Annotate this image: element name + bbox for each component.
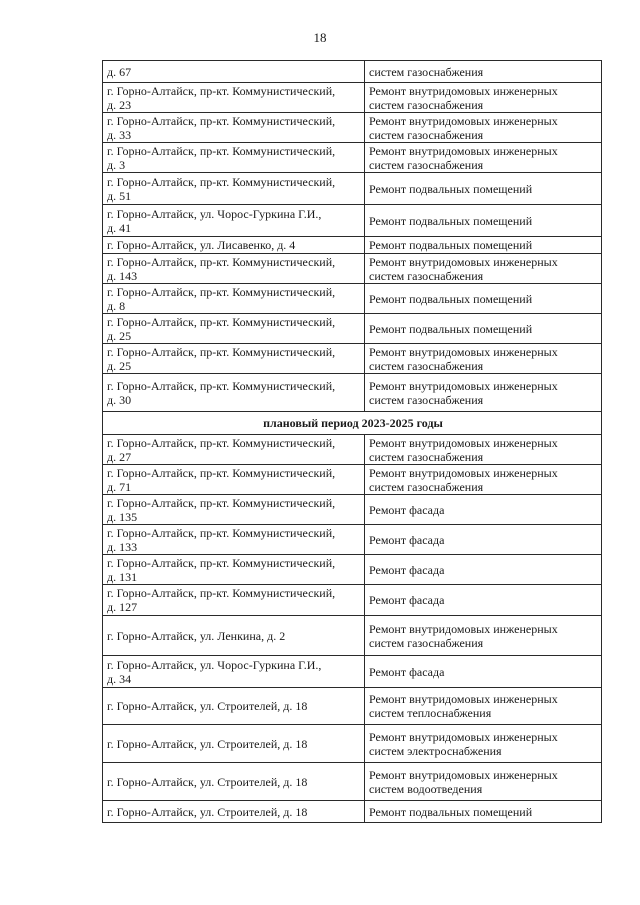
- work-type-cell-line: Ремонт внутридомовых инженерных: [369, 113, 558, 128]
- address-cell-line: г. Горно-Алтайск, пр-кт. Коммунистический,: [107, 284, 336, 299]
- work-type-cell: [365, 83, 602, 113]
- work-type-cell: [365, 801, 602, 823]
- address-cell-line: д. 8: [107, 298, 126, 313]
- address-cell: [103, 525, 365, 555]
- address-cell-line: г. Горно-Алтайск, пр-кт. Коммунистический,: [107, 495, 336, 510]
- work-type-cell-line: Ремонт подвальных помещений: [369, 291, 533, 306]
- table-row: [103, 585, 602, 616]
- work-type-cell-line: Ремонт фасада: [369, 664, 445, 679]
- work-type-cell: [365, 555, 602, 585]
- address-cell: [103, 237, 365, 254]
- address-cell-line: г. Горно-Алтайск, ул. Чорос-Гуркина Г.И.,: [107, 206, 322, 221]
- address-cell: [103, 143, 365, 173]
- address-cell-line: г. Горно-Алтайск, пр-кт. Коммунистический,: [107, 586, 336, 600]
- table-row: [103, 237, 602, 254]
- address-cell: [103, 725, 365, 763]
- address-cell: [103, 495, 365, 525]
- table-row: [103, 465, 602, 495]
- work-type-cell: [365, 284, 602, 314]
- work-type-cell-line: Ремонт подвальных помещений: [369, 181, 533, 196]
- work-type-cell: [365, 143, 602, 173]
- address-cell-line: д. 135: [107, 509, 138, 524]
- address-cell-line: д. 23: [107, 97, 132, 112]
- table-row: [103, 525, 602, 555]
- table-row: [103, 616, 602, 656]
- address-cell-line: г. Горно-Алтайск, пр-кт. Коммунистический,: [107, 174, 336, 189]
- address-cell-line: г. Горно-Алтайск, пр-кт. Коммунистический,: [107, 344, 336, 359]
- address-cell: [103, 616, 365, 656]
- address-cell-line: г. Горно-Алтайск, ул. Чорос-Гуркина Г.И.,: [107, 657, 322, 672]
- address-cell: [103, 555, 365, 585]
- address-cell-line: д. 71: [107, 479, 132, 494]
- address-cell-line: д. 3: [107, 157, 126, 172]
- address-cell: [103, 656, 365, 688]
- work-type-cell-line: систем газоснабжения: [369, 268, 484, 283]
- address-cell: [103, 344, 365, 374]
- work-type-cell-line: систем газоснабжения: [369, 157, 484, 172]
- address-cell-line: д. 41: [107, 220, 132, 235]
- address-cell-line: д. 25: [107, 358, 132, 373]
- address-cell-line: д. 143: [107, 268, 138, 283]
- address-cell: [103, 61, 365, 83]
- work-type-cell-line: Ремонт внутридомовых инженерных: [369, 143, 558, 158]
- address-cell-line: г. Горно-Алтайск, пр-кт. Коммунистический,: [107, 435, 336, 450]
- work-type-cell-line: Ремонт внутридомовых инженерных: [369, 767, 558, 782]
- address-cell-line: г. Горно-Алтайск, ул. Строителей, д. 18: [107, 804, 308, 819]
- work-type-cell: [365, 344, 602, 374]
- work-type-cell-line: Ремонт фасада: [369, 502, 445, 517]
- work-type-cell-line: Ремонт внутридомовых инженерных: [369, 378, 558, 393]
- work-type-cell-line: Ремонт фасада: [369, 562, 445, 577]
- work-type-cell-line: Ремонт внутридомовых инженерных: [369, 344, 558, 359]
- table-row: [103, 205, 602, 237]
- address-cell-line: г. Горно-Алтайск, пр-кт. Коммунистический,: [107, 113, 336, 128]
- work-type-cell-line: систем газоснабжения: [369, 392, 484, 407]
- work-type-cell-line: Ремонт внутридомовых инженерных: [369, 465, 558, 480]
- repair-works-table: [102, 60, 602, 823]
- table-row: [103, 374, 602, 412]
- work-type-cell: [365, 61, 602, 83]
- address-cell: [103, 465, 365, 495]
- address-cell: [103, 284, 365, 314]
- work-type-cell-line: систем газоснабжения: [369, 358, 484, 373]
- table-row: [103, 763, 602, 801]
- address-cell: [103, 801, 365, 823]
- work-type-cell-line: систем газоснабжения: [369, 127, 484, 142]
- work-type-cell: [365, 763, 602, 801]
- address-cell-line: г. Горно-Алтайск, пр-кт. Коммунистический,: [107, 254, 336, 269]
- address-cell: [103, 254, 365, 284]
- table-row: [103, 555, 602, 585]
- work-type-cell-line: Ремонт подвальных помещений: [369, 804, 533, 819]
- table-row: [103, 173, 602, 205]
- address-cell-line: д. 27: [107, 449, 132, 464]
- address-cell: [103, 585, 365, 616]
- address-cell-line: г. Горно-Алтайск, пр-кт. Коммунистический,: [107, 465, 336, 480]
- address-cell-line: г. Горно-Алтайск, ул. Строителей, д. 18: [107, 699, 308, 713]
- work-type-cell-line: систем теплоснабжения: [369, 706, 492, 720]
- address-cell-line: д. 30: [107, 392, 132, 407]
- address-cell: [103, 205, 365, 237]
- work-type-cell: [365, 254, 602, 284]
- work-type-cell-line: Ремонт внутридомовых инженерных: [369, 692, 558, 706]
- table-row: [103, 254, 602, 284]
- address-cell-line: д. 67: [107, 64, 132, 79]
- work-type-cell-line: Ремонт внутридомовых инженерных: [369, 621, 558, 636]
- work-type-cell-line: Ремонт фасада: [369, 593, 445, 607]
- address-cell-line: д. 33: [107, 127, 132, 142]
- table-row: [103, 314, 602, 344]
- work-type-cell: [365, 616, 602, 656]
- work-type-cell-line: Ремонт подвальных помещений: [369, 238, 533, 252]
- address-cell: [103, 314, 365, 344]
- work-type-cell: [365, 585, 602, 616]
- work-type-cell-line: Ремонт подвальных помещений: [369, 213, 533, 228]
- work-type-cell-line: систем водоотведения: [369, 781, 483, 796]
- address-cell-line: г. Горно-Алтайск, ул. Ленкина, д. 2: [107, 628, 286, 643]
- work-type-cell: [365, 725, 602, 763]
- address-cell-line: д. 34: [107, 671, 132, 686]
- address-cell-line: г. Горно-Алтайск, пр-кт. Коммунистический,: [107, 555, 336, 570]
- address-cell-line: д. 127: [107, 600, 138, 614]
- address-cell: [103, 83, 365, 113]
- work-type-cell-line: Ремонт внутридомовых инженерных: [369, 435, 558, 450]
- work-type-cell: [365, 205, 602, 237]
- page-number: 18: [313, 30, 327, 45]
- work-type-cell: [365, 314, 602, 344]
- period-heading-row: [103, 412, 602, 435]
- address-cell-line: г. Горно-Алтайск, ул. Строителей, д. 18: [107, 736, 308, 751]
- table-row: [103, 656, 602, 688]
- address-cell-line: г. Горно-Алтайск, пр-кт. Коммунистический,: [107, 525, 336, 540]
- work-type-cell-line: систем газоснабжения: [369, 64, 484, 79]
- table-row: [103, 801, 602, 823]
- work-type-cell: [365, 465, 602, 495]
- address-cell-line: г. Горно-Алтайск, пр-кт. Коммунистический,: [107, 314, 336, 329]
- work-type-cell-line: Ремонт фасада: [369, 532, 445, 547]
- work-type-cell: [365, 173, 602, 205]
- table-row: [103, 143, 602, 173]
- table-row: [103, 688, 602, 725]
- address-cell-line: г. Горно-Алтайск, пр-кт. Коммунистический,: [107, 83, 336, 98]
- address-cell: [103, 763, 365, 801]
- work-type-cell: [365, 525, 602, 555]
- address-cell: [103, 113, 365, 143]
- work-type-cell-line: систем газоснабжения: [369, 449, 484, 464]
- work-type-cell-line: Ремонт внутридомовых инженерных: [369, 83, 558, 98]
- work-type-cell-line: систем газоснабжения: [369, 635, 484, 650]
- table-row: [103, 284, 602, 314]
- address-cell: [103, 173, 365, 205]
- work-type-cell-line: систем газоснабжения: [369, 97, 484, 112]
- table-row: [103, 495, 602, 525]
- table-body-planned: [103, 435, 602, 823]
- work-type-cell: [365, 237, 602, 254]
- address-cell: [103, 688, 365, 725]
- table-row: [103, 435, 602, 465]
- work-type-cell: [365, 688, 602, 725]
- work-type-cell: [365, 113, 602, 143]
- period-heading: плановый период 2023-2025 годы: [103, 412, 602, 435]
- work-type-cell-line: Ремонт внутридомовых инженерных: [369, 729, 558, 744]
- address-cell-line: г. Горно-Алтайск, пр-кт. Коммунистический,: [107, 143, 336, 158]
- work-type-cell-line: систем газоснабжения: [369, 479, 484, 494]
- table-row: [103, 344, 602, 374]
- table-row: [103, 113, 602, 143]
- table-row: [103, 83, 602, 113]
- address-cell: [103, 374, 365, 412]
- address-cell-line: г. Горно-Алтайск, пр-кт. Коммунистический,: [107, 378, 336, 393]
- address-cell: [103, 435, 365, 465]
- address-cell-line: д. 131: [107, 569, 138, 584]
- work-type-cell-line: Ремонт внутридомовых инженерных: [369, 254, 558, 269]
- work-type-cell: [365, 374, 602, 412]
- address-cell-line: д. 133: [107, 539, 138, 554]
- address-cell-line: д. 51: [107, 188, 132, 203]
- work-type-cell-line: Ремонт подвальных помещений: [369, 321, 533, 336]
- table-row: [103, 61, 602, 83]
- table-body-period-heading: [103, 412, 602, 435]
- address-cell-line: д. 25: [107, 328, 132, 343]
- table-row: [103, 725, 602, 763]
- work-type-cell: [365, 495, 602, 525]
- address-cell-line: г. Горно-Алтайск, ул. Лисавенко, д. 4: [107, 238, 296, 252]
- address-cell-line: г. Горно-Алтайск, ул. Строителей, д. 18: [107, 774, 308, 789]
- work-type-cell: [365, 435, 602, 465]
- table-body-current: [103, 61, 602, 412]
- work-type-cell-line: систем электроснабжения: [369, 743, 502, 758]
- work-type-cell: [365, 656, 602, 688]
